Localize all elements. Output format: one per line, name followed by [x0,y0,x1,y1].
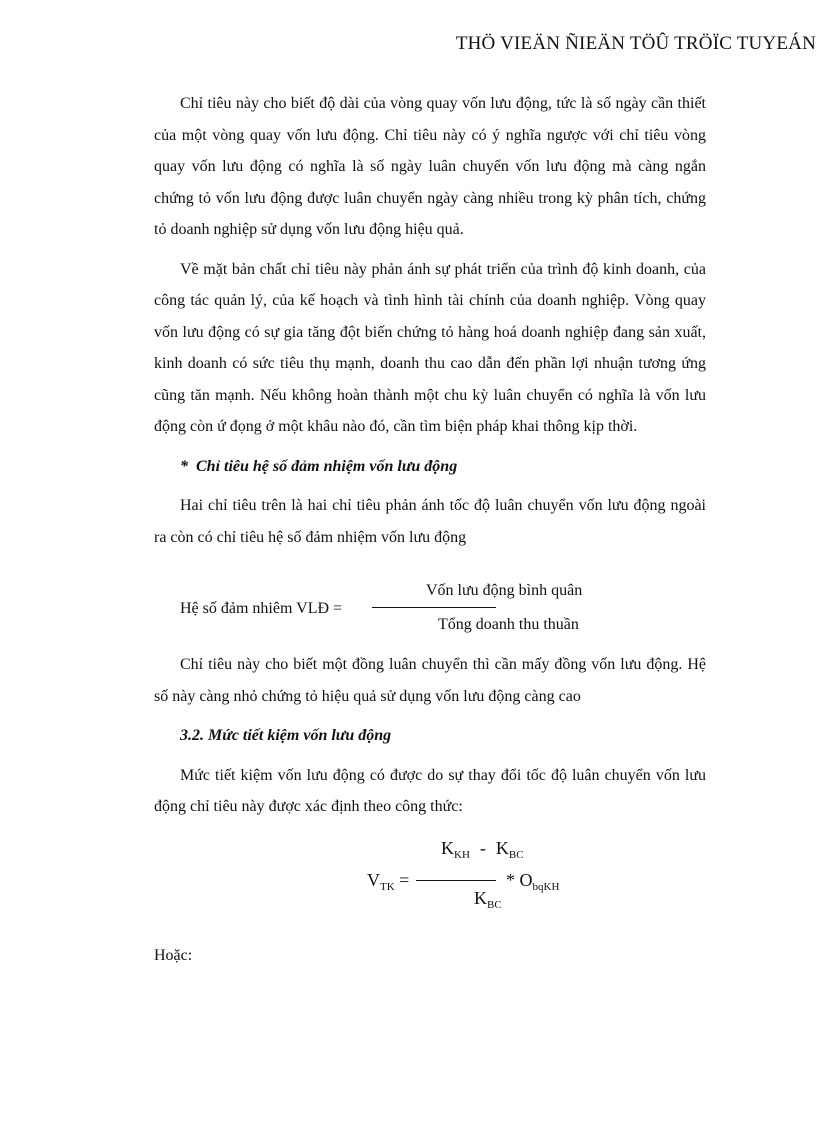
formula-vtk-k2: K [495,837,509,858]
formula-vtk-k2-sub: BC [508,848,524,861]
formula-vtk-o-sub: bqKH [532,880,560,893]
paragraph-savings: Mức tiết kiệm vốn lưu động có được do sự thay đổi tốc độ luân chuyển vốn lưu động chỉ tiêu này được xác định theo công thức: [154,766,706,815]
formula-vtk-equals: = [399,869,410,890]
formula-vld-fraction-bar [372,607,496,608]
formula-vtk-denominator [474,883,502,922]
formula-vtk-minus: - [479,837,486,858]
formula-vtk-multiplier [506,865,559,904]
formula-vtk [154,833,706,911]
formula-vld-coefficient [154,575,706,645]
formula-vtk-k1: K [441,837,454,858]
formula-vtk-times: * [506,869,515,890]
formula-vld-numerator: Vốn lưu động bình quân [426,582,583,599]
formula-vtk-den-k-sub: BC [487,898,502,911]
bullet-star: * [180,457,188,475]
text-hoac: Hoặc: [154,947,193,964]
heading-savings: 3.2. Mức tiết kiệm vốn lưu động [180,727,392,744]
paragraph-meaning: Chỉ tiêu này cho biết một đồng luân chuyển thì cần mấy đồng vốn lưu động. Hệ số này càng nhỏ chứng tỏ hiệu quả sử dụng vốn lưu động càng cao [154,656,706,705]
formula-vtk-k1-sub: KH [454,848,470,861]
heading-coefficient-text: Chỉ tiêu hệ số đảm nhiệm vốn lưu động [196,457,458,475]
formula-vtk-den-k: K [474,887,487,908]
heading-coefficient [154,451,706,483]
paragraph-two-indicators: Hai chỉ tiêu trên là hai chỉ tiêu phản ánh tốc độ luân chuyển vốn lưu động ngoài ra còn có chỉ tiêu hệ số đảm nhiệm vốn lưu động [154,497,706,546]
formula-vld-label: Hệ số đảm nhiêm VLĐ = [180,600,343,617]
formula-vtk-v-sub: TK [380,880,395,893]
document-body [154,88,706,964]
formula-vld-denominator: Tổng doanh thu thuần [438,616,579,633]
page-header: THÖ VIEÄN ÑIEÄN TÖÛ TRÖÏC TUYEÁN [455,33,816,54]
formula-vtk-o: O [519,869,533,890]
paragraph-nature: Về mặt bản chất chỉ tiêu này phản ánh sự phát triển của trình độ kinh doanh, của công tác quản lý, của kế hoạch và tình hình tài chính của doanh nghiệp. Vòng quay vốn lưu động có sự gia tăng đột biến chứng tỏ hàng hoá doanh nghiệp đang sản xuất, kinh doanh có sức tiêu thụ mạnh, doanh thu cao dẫn đến phần lợi nhuận tương ứng cũng tăn mạnh. Nếu không hoàn thành một chu kỳ luân chuyển có nghĩa là vốn lưu động còn ứ đọng ở một khâu nào đó, cần tìm biện pháp khai thông kịp thời. [154,260,706,435]
formula-vtk-fraction-bar [416,880,496,881]
formula-vtk-v: V [367,869,380,890]
formula-vtk-lhs [367,865,409,904]
paragraph-day-cycle: Chỉ tiêu này cho biết độ dài của vòng quay vốn lưu động, tức là số ngày cần thiết của một vòng quay vốn lưu động. Chỉ tiêu này có ý nghĩa ngược với chỉ tiêu vòng quay vốn lưu động có nghĩa là số ngày luân chuyển vốn lưu động mà càng ngắn chứng tỏ vốn lưu động được luân chuyển ngày càng nhiều trong kỳ phân tích, chứng tỏ doanh nghiệp sử dụng vốn lưu động hiệu quả. [154,95,706,238]
